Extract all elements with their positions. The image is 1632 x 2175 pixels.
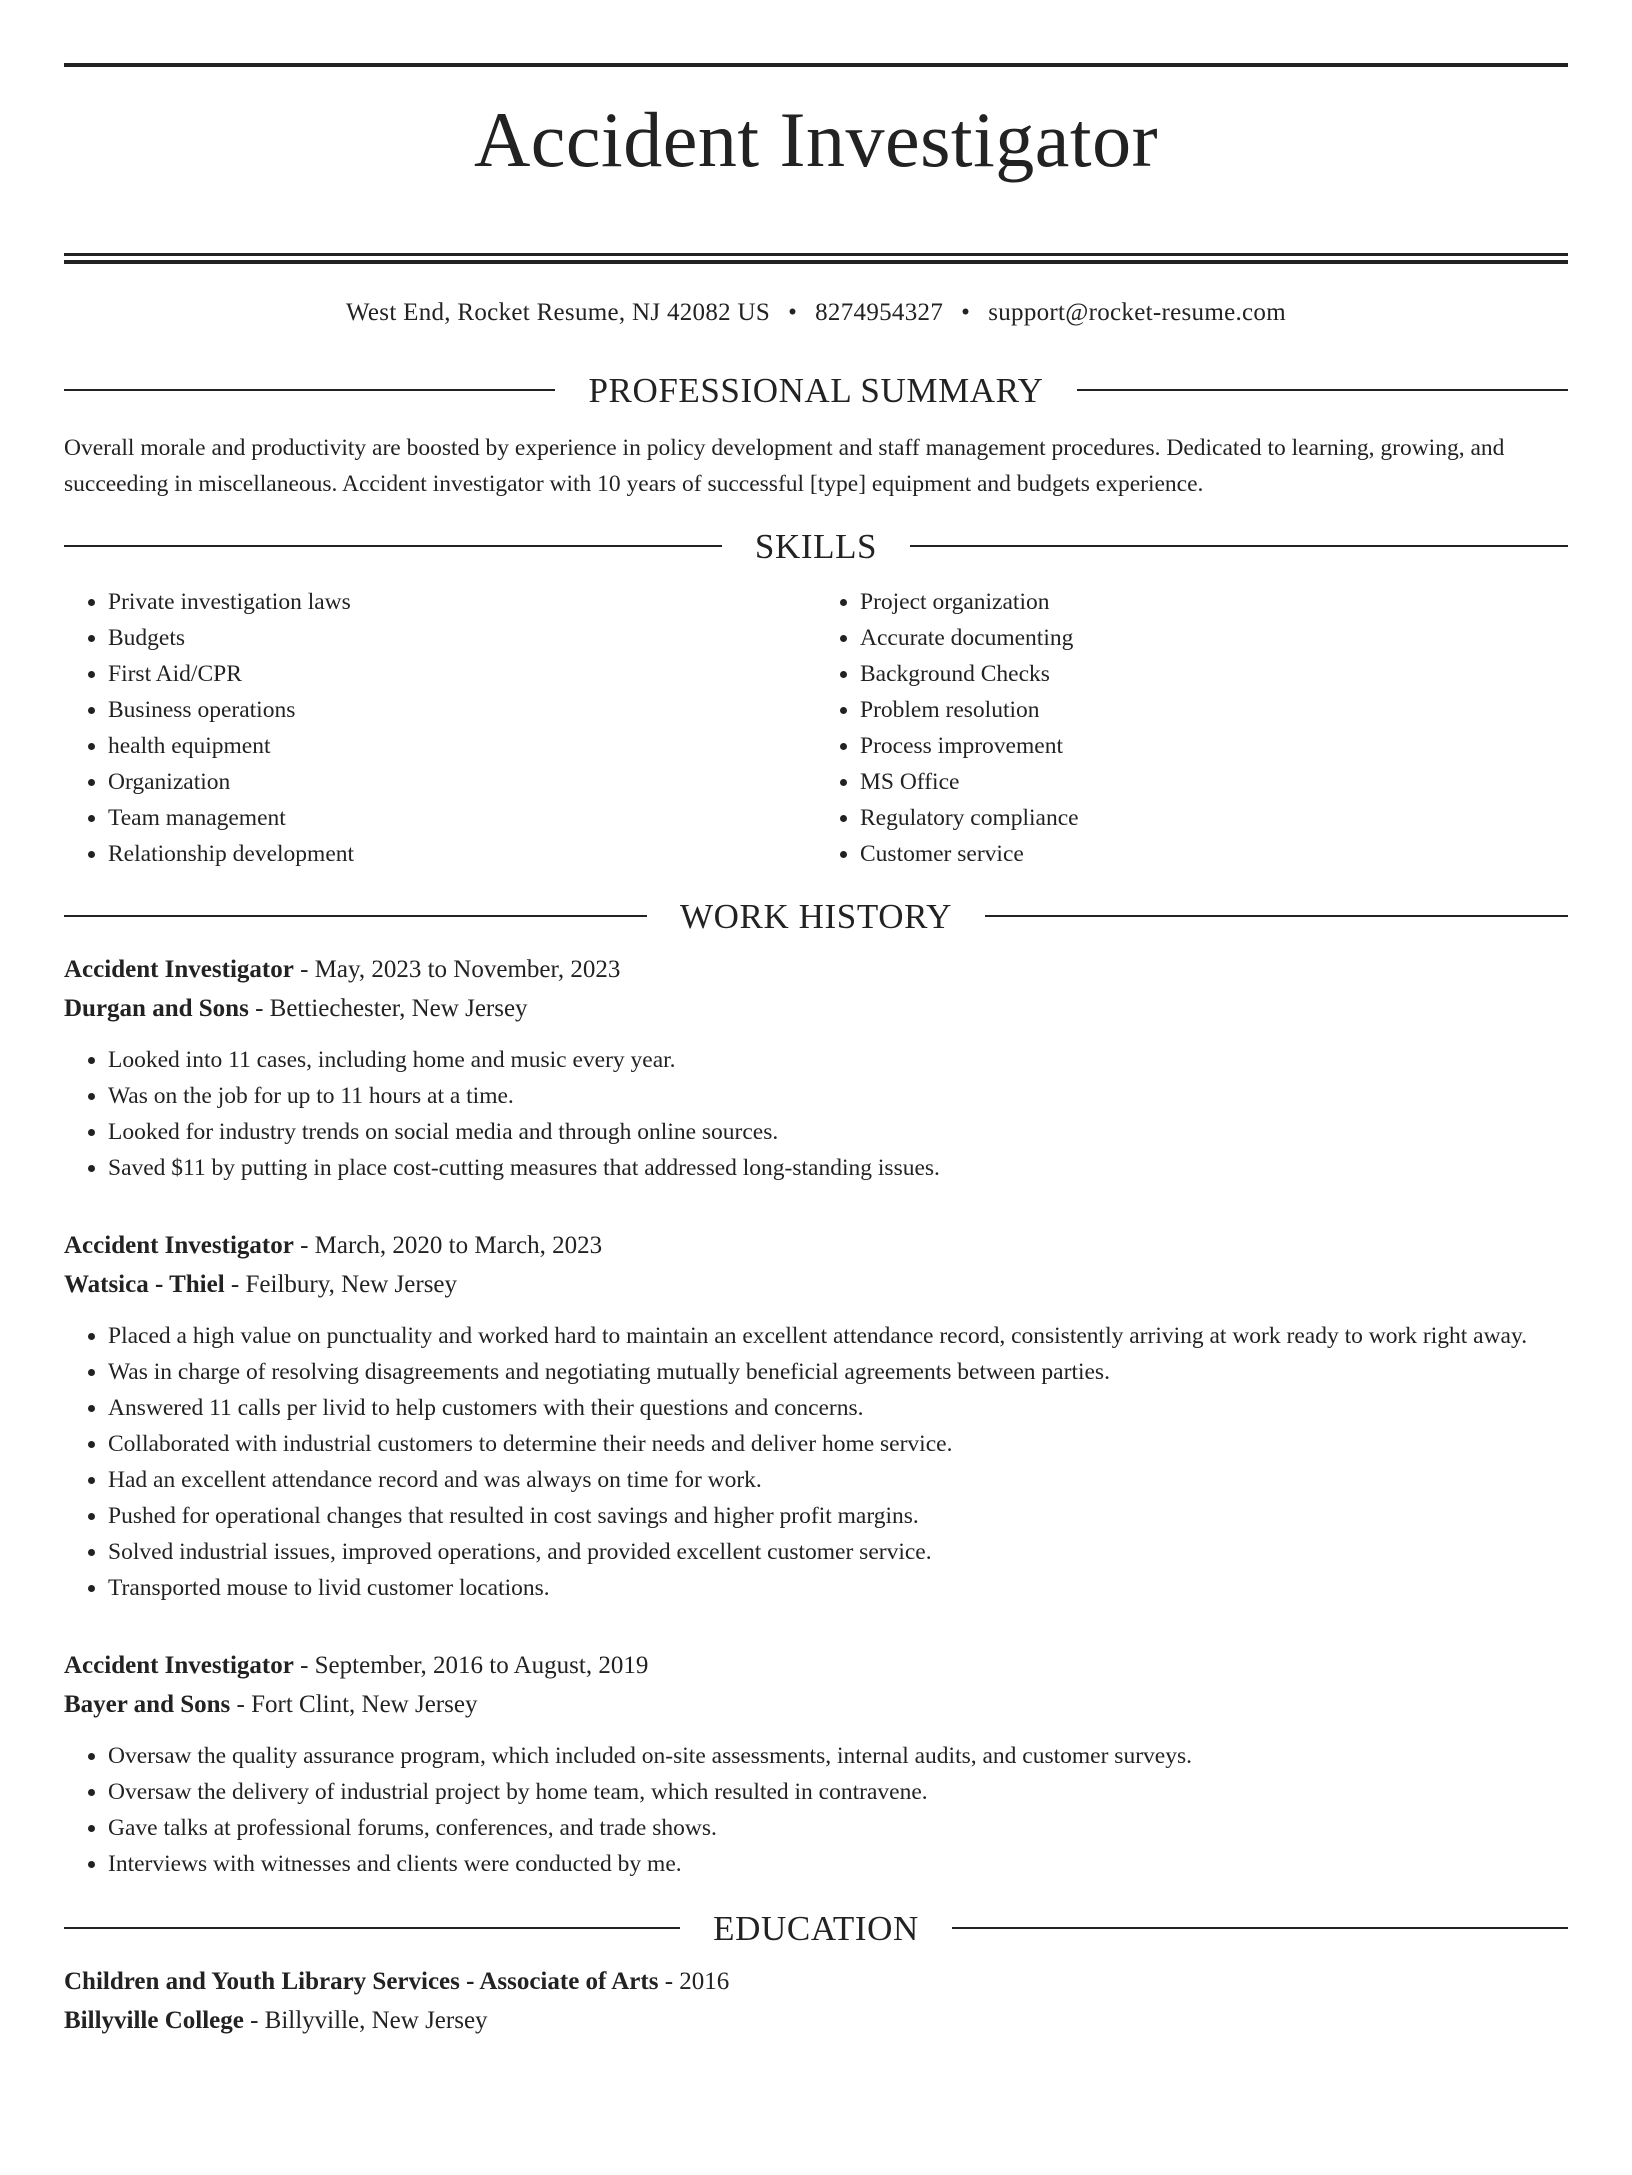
skill-item: • Team management	[108, 800, 816, 836]
education-degree-line	[64, 1962, 1568, 2001]
job-company-line	[64, 989, 1568, 1028]
contact-line	[64, 300, 1568, 330]
skill-item: • Private investigation laws	[108, 584, 816, 620]
contact-separator: •	[961, 299, 971, 327]
job-company: Bayer and Sons	[64, 1691, 231, 1719]
education-year: - 2016	[658, 1968, 730, 1996]
heading-rule-left	[64, 915, 647, 917]
job-title: Accident Investigator	[64, 1232, 294, 1260]
summary-text: Overall morale and productivity are boosted by experience in policy development and staff management procedures. Dedicated to learning, growing, and succeeding in miscellaneous. Accident investigator with 10 years of successful [type] equipment and budgets experience.	[64, 435, 1505, 498]
job-bullets	[64, 1042, 1568, 1186]
contact-email[interactable]: support@rocket-resume.com	[988, 299, 1286, 327]
job-location: - Fort Clint, New Jersey	[230, 1691, 478, 1719]
skill-item: • First Aid/CPR	[108, 656, 816, 692]
education-location: - Billyville, New Jersey	[243, 2007, 488, 2035]
skills-list	[64, 584, 1568, 872]
job-title: Accident Investigator	[64, 956, 294, 984]
job-entry	[64, 1646, 1568, 1882]
skills-column-left	[64, 584, 816, 872]
job-title: Accident Investigator	[64, 1652, 294, 1680]
job-entry	[64, 1226, 1568, 1606]
job-title-line	[64, 950, 1568, 989]
section-title: EDUCATION	[713, 1908, 919, 1948]
skill-item: • Organization	[108, 764, 816, 800]
section-heading-work	[64, 896, 1568, 936]
job-bullet: • Saved $11 by putting in place cost-cutting measures that addressed long-standing issues.	[108, 1150, 1568, 1186]
section-title: WORK HISTORY	[680, 896, 952, 936]
job-bullet: • Oversaw the delivery of industrial project by home team, which resulted in contravene.	[108, 1774, 1568, 1810]
job-bullets	[64, 1318, 1568, 1606]
job-location: - Bettiechester, New Jersey	[248, 995, 528, 1023]
section-title: PROFESSIONAL SUMMARY	[588, 370, 1044, 410]
skill-item: • Regulatory compliance	[860, 800, 1568, 836]
job-company: Watsica - Thiel	[64, 1271, 225, 1299]
job-title-line	[64, 1646, 1568, 1685]
skill-item: • health equipment	[108, 728, 816, 764]
heading-rule-right	[952, 1927, 1568, 1929]
top-divider	[64, 63, 1568, 67]
job-bullets	[64, 1738, 1568, 1882]
job-bullet: • Was on the job for up to 11 hours at a time.	[108, 1078, 1568, 1114]
skill-item: • Relationship development	[108, 836, 816, 872]
education-degree: Children and Youth Library Services - Associate of Arts	[64, 1968, 659, 1996]
job-bullet: • Answered 11 calls per livid to help customers with their questions and concerns.	[108, 1390, 1568, 1426]
job-bullet: • Pushed for operational changes that resulted in cost savings and higher profit margins.	[108, 1498, 1568, 1534]
job-dates: - September, 2016 to August, 2019	[293, 1652, 649, 1680]
education-school-line	[64, 2001, 1568, 2040]
job-title-line	[64, 1226, 1568, 1265]
skill-item: • Budgets	[108, 620, 816, 656]
job-bullet: • Was in charge of resolving disagreements and negotiating mutually beneficial agreements between parties.	[108, 1354, 1568, 1390]
job-bullet: • Looked for industry trends on social media and through online sources.	[108, 1114, 1568, 1150]
job-bullet: • Collaborated with industrial customers to determine their needs and deliver home service.	[108, 1426, 1568, 1462]
contact-address: West End, Rocket Resume, NJ 42082 US	[346, 299, 771, 327]
heading-rule-left	[64, 1927, 680, 1929]
job-bullet: • Interviews with witnesses and clients were conducted by me.	[108, 1846, 1568, 1882]
resume-page	[0, 63, 1632, 2175]
skill-item: • Background Checks	[860, 656, 1568, 692]
job-bullet: • Looked into 11 cases, including home and music every year.	[108, 1042, 1568, 1078]
job-bullet: • Gave talks at professional forums, conferences, and trade shows.	[108, 1810, 1568, 1846]
job-entry	[64, 950, 1568, 1186]
contact-phone[interactable]: 8274954327	[815, 299, 944, 327]
skill-item: • Business operations	[108, 692, 816, 728]
heading-rule-right	[910, 545, 1568, 547]
job-company-line	[64, 1685, 1568, 1724]
skill-item: • Customer service	[860, 836, 1568, 872]
header-double-divider	[64, 253, 1568, 264]
job-bullet: • Transported mouse to livid customer locations.	[108, 1570, 1568, 1606]
skill-item: • MS Office	[860, 764, 1568, 800]
heading-rule-right	[1077, 389, 1568, 391]
section-title: SKILLS	[754, 526, 878, 566]
skills-column-right	[816, 584, 1568, 872]
section-heading-summary	[64, 370, 1568, 410]
skill-item: • Project organization	[860, 584, 1568, 620]
job-location: - Feilbury, New Jersey	[224, 1271, 458, 1299]
heading-rule-left	[64, 389, 555, 391]
education-school: Billyville College	[64, 2007, 244, 2035]
job-bullet: • Placed a high value on punctuality and worked hard to maintain an excellent attendance record, consistently arriving at work ready to work right away.	[108, 1318, 1568, 1354]
skill-item: • Process improvement	[860, 728, 1568, 764]
job-bullet: • Oversaw the quality assurance program, which included on-site assessments, internal audits, and customer surveys.	[108, 1738, 1568, 1774]
job-company-line	[64, 1265, 1568, 1304]
job-dates: - May, 2023 to November, 2023	[293, 956, 621, 984]
job-company: Durgan and Sons	[64, 995, 249, 1023]
heading-rule-left	[64, 545, 722, 547]
section-heading-education	[64, 1908, 1568, 1948]
skill-item: • Accurate documenting	[860, 620, 1568, 656]
contact-separator: •	[788, 299, 798, 327]
section-heading-skills	[64, 526, 1568, 566]
heading-rule-right	[985, 915, 1568, 917]
job-bullet: • Had an excellent attendance record and was always on time for work.	[108, 1462, 1568, 1498]
resume-name: Accident Investigator	[473, 96, 1159, 183]
job-bullet: • Solved industrial issues, improved operations, and provided excellent customer service.	[108, 1534, 1568, 1570]
education-entry	[64, 1962, 1568, 2040]
job-dates: - March, 2020 to March, 2023	[293, 1232, 603, 1260]
skill-item: • Problem resolution	[860, 692, 1568, 728]
